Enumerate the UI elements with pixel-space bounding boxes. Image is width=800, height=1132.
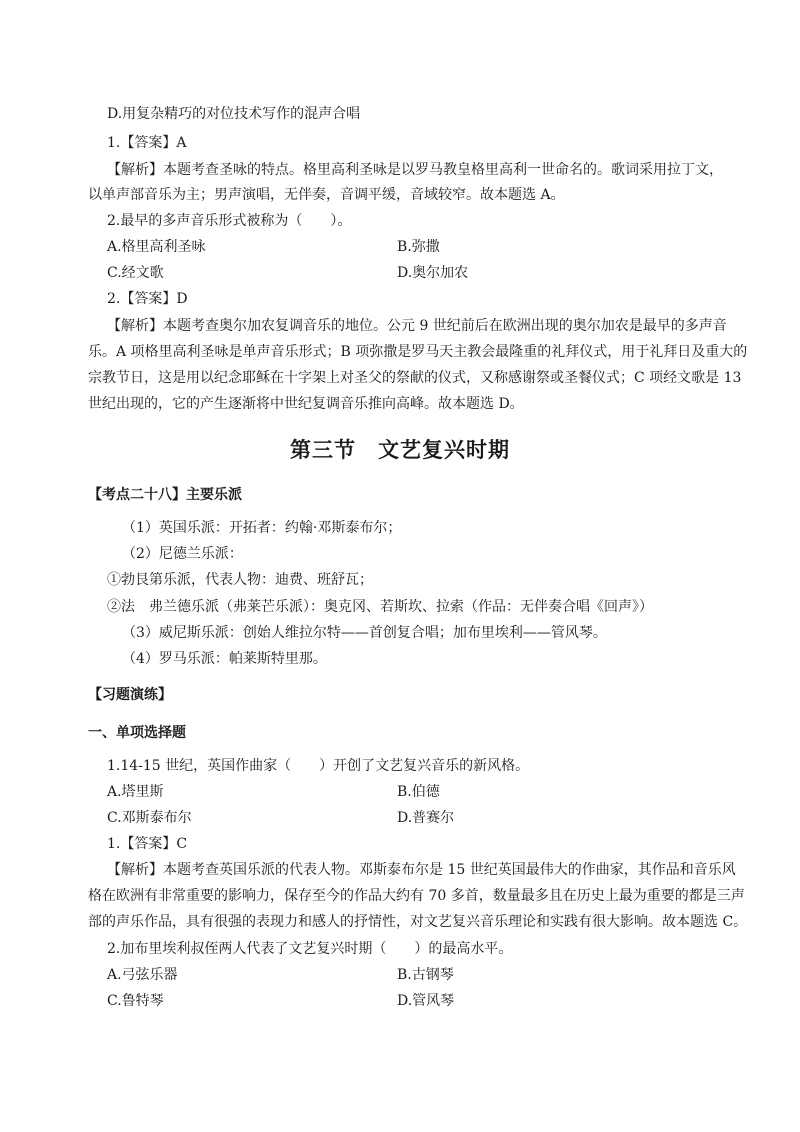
section-title (0, 434, 800, 464)
kaodian-heading: 【考点二十八】主要乐派 (88, 487, 242, 503)
practice-analysis-1-line-2: 格在欧洲有非常重要的影响力，保存至今的作品大约有 70 多首，数量最多且在历史上最为重要的都是三声 (88, 888, 745, 904)
kaodian-item-6: （4）罗马乐派：帕莱斯特里那。 (122, 651, 327, 667)
kaodian-item-3: ①勃艮第乐派，代表人物：迪费、班舒瓦； (107, 572, 373, 588)
option-a: A.塔里斯 (107, 784, 164, 800)
option-c: C.鲁特琴 (107, 993, 164, 1009)
practice-question-2: 2.加布里埃利叔侄两人代表了文艺复兴时期（ ）的最高水平。 (107, 941, 513, 957)
answer-1: 1.【答案】A (107, 135, 187, 151)
option-b: B.古钢琴 (397, 967, 454, 983)
practice-analysis-1-line-3: 部的声乐作品，具有很强的表现力和感人的抒情性，对文艺复兴音乐理论和实践有很大影响。故本题选 C。 (88, 914, 748, 930)
kaodian-item-4: ②法 弗兰德乐派（弗莱芒乐派）：奥克冈、若斯坎、拉索（作品：无伴奏合唱《回声》） (107, 599, 653, 615)
practice-answer-1: 1.【答案】C (107, 836, 188, 852)
analysis-1-line-1: 【解析】本题考查圣咏的特点。格里高利圣咏是以罗马教皇格里高利一世命名的。歌词采用拉丁文， (107, 162, 723, 178)
analysis-2-line-2: 乐。A 项格里高利圣咏是单声音乐形式；B 项弥撒是罗马天主教会最隆重的礼拜仪式，用于礼拜日及重大的 (88, 344, 748, 360)
section-number: 第三节 (290, 438, 356, 462)
option-d: D.奥尔加农 (397, 265, 469, 281)
option-d: D.管风琴 (397, 993, 455, 1009)
option-d: D.普赛尔 (397, 810, 455, 826)
option-a: A.弓弦乐器 (107, 967, 178, 983)
option-b: B.伯德 (397, 784, 440, 800)
analysis-2-line-1: 【解析】本题考查奥尔加农复调音乐的地位。公元 9 世纪前后在欧洲出现的奥尔加农是最早的多声音 (107, 318, 727, 334)
kaodian-item-1: （1）英国乐派：开拓者：约翰·邓斯泰布尔； (122, 520, 402, 536)
analysis-2-line-3: 宗教节日，这是用以纪念耶稣在十字架上对圣父的祭献的仪式，又称感谢祭或圣餐仪式；C 项经文歌是 13 (88, 370, 742, 386)
analysis-1-line-2: 以单声部音乐为主；男声演唱，无伴奏，音调平缓，音域较窄。故本题选 A。 (88, 187, 565, 203)
practice-question-1: 1.14-15 世纪，英国作曲家（ ）开创了文艺复兴音乐的新风格。 (107, 758, 530, 774)
kaodian-item-5: （3）威尼斯乐派：创始人维拉尔特——首创复合唱；加布里埃利——管风琴。 (122, 625, 607, 641)
option-d-text: D.用复杂精巧的对位技术写作的混声合唱 (107, 106, 361, 122)
option-b: B.弥撒 (397, 239, 440, 255)
section-name: 文艺复兴时期 (378, 438, 510, 462)
kaodian-item-2: （2）尼德兰乐派： (122, 546, 243, 562)
option-c: C.邓斯泰布尔 (107, 810, 192, 826)
option-c: C.经文歌 (107, 265, 164, 281)
answer-2: 2.【答案】D (107, 291, 188, 307)
question-2: 2.最早的多声音乐形式被称为（ ）。 (107, 213, 352, 229)
practice-subheading: 一、单项选择题 (88, 725, 186, 741)
analysis-2-line-4: 世纪出现的，它的产生逐渐将中世纪复调音乐推向高峰。故本题选 D。 (88, 396, 524, 412)
practice-analysis-1-line-1: 【解析】本题考查英国乐派的代表人物。邓斯泰布尔是 15 世纪英国最伟大的作曲家，其作品和音乐风 (107, 862, 736, 878)
option-a: A.格里高利圣咏 (107, 239, 206, 255)
practice-heading: 【习题演练】 (88, 687, 172, 703)
